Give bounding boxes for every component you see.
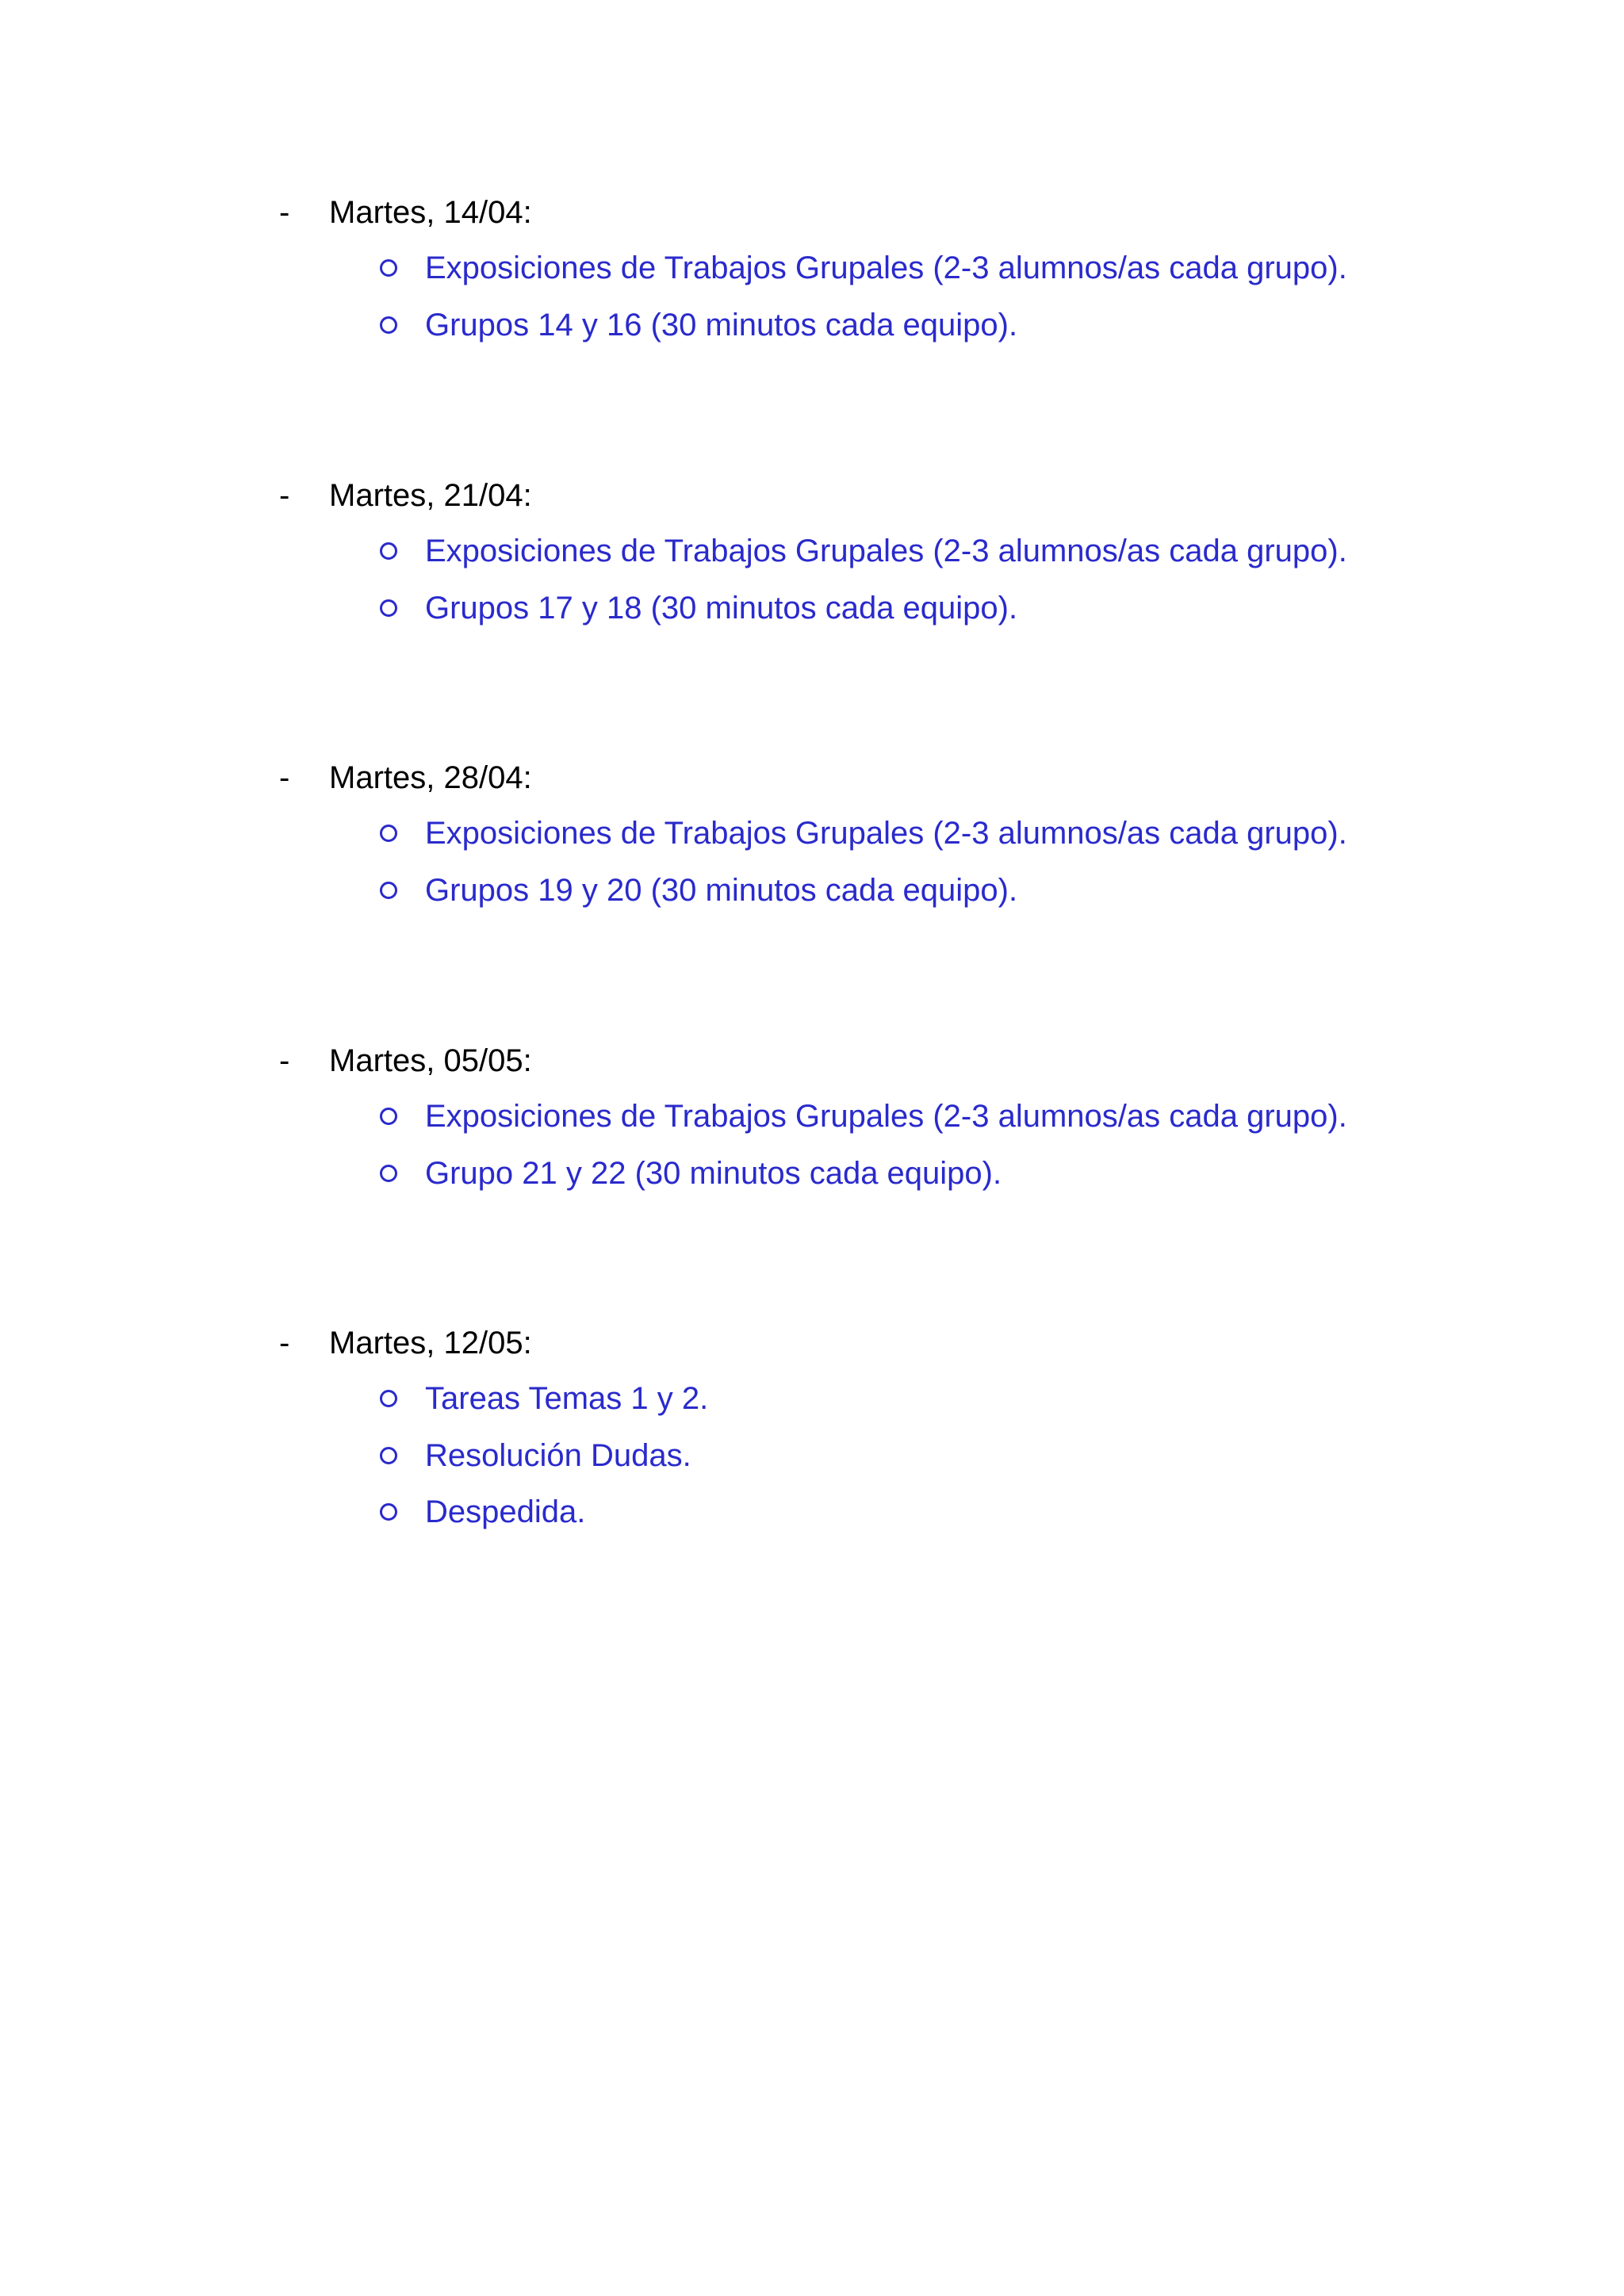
- day-subitem-list: [0, 1371, 1624, 1541]
- circle-icon: [380, 1108, 397, 1125]
- list-item: [0, 580, 1624, 637]
- day-subitem-list: [0, 1089, 1624, 1202]
- day-subitem-list: [0, 806, 1624, 919]
- list-item: [0, 1146, 1624, 1203]
- dash-bullet-icon: -: [279, 1043, 290, 1078]
- day-title: Martes, 28/04:: [329, 760, 532, 795]
- circle-icon: [380, 259, 397, 277]
- day-heading: [0, 467, 1624, 524]
- list-item-text: Exposiciones de Trabajos Grupales (2-3 alumnos/as cada grupo).: [425, 534, 1347, 568]
- day-title: Martes, 14/04:: [329, 195, 532, 230]
- list-item-text: Grupos 19 y 20 (30 minutos cada equipo).: [425, 872, 1018, 908]
- hollow-circle-bullet-icon: [380, 1089, 397, 1146]
- dash-bullet-icon: -: [279, 478, 290, 513]
- list-item-text: Grupos 14 y 16 (30 minutos cada equipo).: [425, 307, 1018, 342]
- day-heading: [0, 184, 1624, 241]
- list-item: [0, 1428, 1624, 1485]
- circle-icon: [380, 825, 397, 842]
- circle-icon: [380, 1165, 397, 1182]
- circle-icon: [380, 542, 397, 560]
- circle-icon: [380, 882, 397, 899]
- hollow-circle-bullet-icon: [380, 1371, 397, 1428]
- list-item-text: Despedida.: [425, 1494, 586, 1529]
- list-item-text: Exposiciones de Trabajos Grupales (2-3 alumnos/as cada grupo).: [425, 251, 1347, 285]
- circle-icon: [380, 1447, 397, 1464]
- list-item: [0, 523, 1624, 580]
- list-item-text: Exposiciones de Trabajos Grupales (2-3 alumnos/as cada grupo).: [425, 816, 1347, 851]
- list-item: [0, 806, 1624, 863]
- circle-icon: [380, 599, 397, 617]
- circle-icon: [380, 316, 397, 334]
- hollow-circle-bullet-icon: [380, 240, 397, 297]
- dash-bullet-icon: -: [279, 195, 290, 230]
- day-heading: [0, 749, 1624, 806]
- hollow-circle-bullet-icon: [380, 1484, 397, 1541]
- day-heading: [0, 1032, 1624, 1089]
- hollow-circle-bullet-icon: [380, 580, 397, 637]
- day-subitem-list: [0, 523, 1624, 637]
- list-item-text: Exposiciones de Trabajos Grupales (2-3 alumnos/as cada grupo).: [425, 1099, 1347, 1134]
- list-item: [0, 297, 1624, 354]
- list-item-text: Grupos 17 y 18 (30 minutos cada equipo).: [425, 590, 1018, 626]
- list-item: [0, 1484, 1624, 1541]
- circle-icon: [380, 1390, 397, 1407]
- hollow-circle-bullet-icon: [380, 523, 397, 580]
- list-item: [0, 863, 1624, 920]
- list-item-text: Tareas Temas 1 y 2.: [425, 1381, 709, 1416]
- hollow-circle-bullet-icon: [380, 863, 397, 920]
- dash-bullet-icon: -: [279, 1326, 290, 1360]
- hollow-circle-bullet-icon: [380, 1428, 397, 1485]
- list-item-text: Grupo 21 y 22 (30 minutos cada equipo).: [425, 1155, 1002, 1191]
- day-title: Martes, 21/04:: [329, 478, 532, 513]
- day-title: Martes, 12/05:: [329, 1326, 532, 1360]
- hollow-circle-bullet-icon: [380, 1146, 397, 1203]
- list-item: [0, 1371, 1624, 1428]
- list-item-text: Resolución Dudas.: [425, 1437, 691, 1473]
- list-item: [0, 1089, 1624, 1146]
- list-item: [0, 240, 1624, 297]
- circle-icon: [380, 1503, 397, 1521]
- day-title: Martes, 05/05:: [329, 1043, 532, 1078]
- day-subitem-list: [0, 240, 1624, 354]
- dash-bullet-icon: -: [279, 760, 290, 795]
- hollow-circle-bullet-icon: [380, 297, 397, 354]
- day-heading: [0, 1314, 1624, 1372]
- hollow-circle-bullet-icon: [380, 806, 397, 863]
